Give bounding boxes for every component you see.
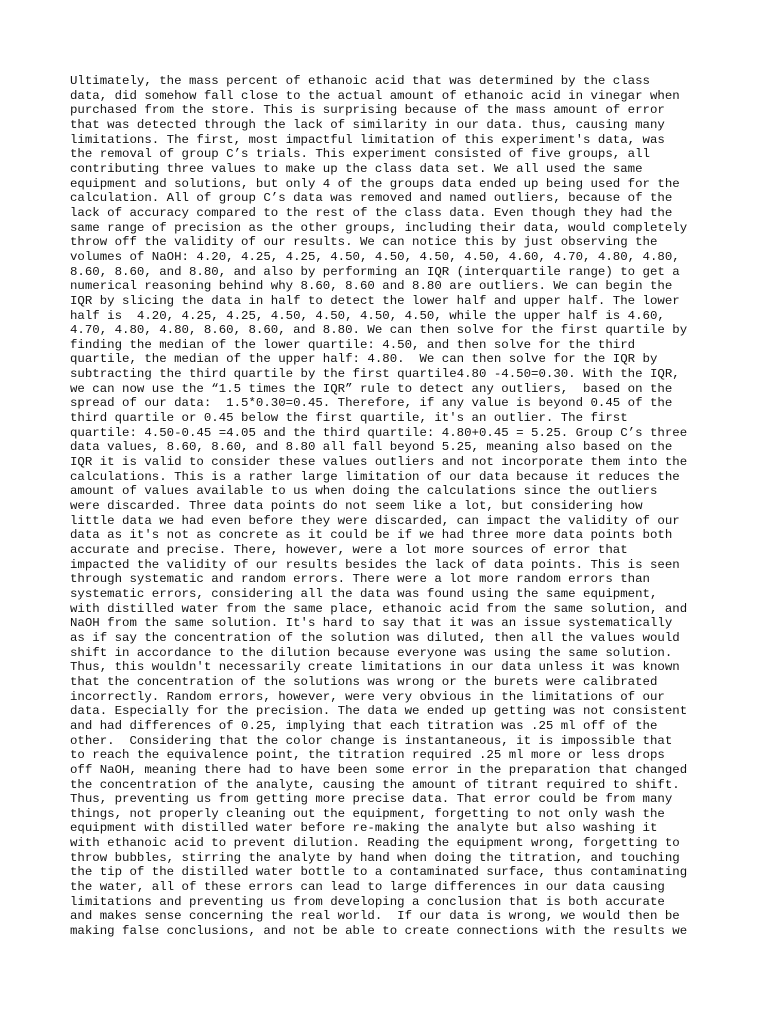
text-line: amount of values available to us when doing the calculations since the outliers	[70, 484, 658, 499]
text-line: we can now use the “1.5 times the IQR” rule to detect any outliers, based on the	[70, 381, 673, 396]
text-line: the tip of the distilled water bottle to a contaminated surface, thus contaminating	[70, 865, 688, 880]
text-line: shift in accordance to the dilution because everyone was using the same solution.	[70, 645, 673, 660]
text-line: accurate and precise. There, however, were a lot more sources of error that	[70, 543, 628, 557]
text-line: third quartile or 0.45 below the first quartile, it's an outlier. The first	[70, 411, 628, 426]
text-line: other. Considering that the color change is instantaneous, it is impossible that	[70, 733, 673, 748]
text-line: half is 4.20, 4.25, 4.25, 4.50, 4.50, 4.50, 4.50, while the upper half is 4.60,	[70, 308, 665, 323]
text-line: same range of precision as the other groups, including their data, would completely	[70, 220, 688, 235]
text-line: off NaOH, meaning there had to have been some error in the preparation that changed	[70, 762, 688, 777]
text-line: subtracting the third quartile by the first quartile4.80 -4.50=0.30. With the IQR,	[70, 367, 680, 382]
text-line: the concentration of the analyte, causing the amount of titrant required to shift.	[70, 777, 680, 792]
text-line: with ethanoic acid to prevent dilution. Reading the equipment wrong, forgetting to	[70, 836, 680, 851]
text-line: spread of our data: 1.5*0.30=0.45. Therefore, if any value is beyond 0.45 of the	[70, 396, 673, 411]
text-line: and had differences of 0.25, implying that each titration was .25 ml off of the	[70, 718, 658, 733]
text-line: as if say the concentration of the solution was diluted, then all the values would	[70, 630, 680, 645]
text-line: IQR by slicing the data in half to detect the lower half and upper half. The lower	[70, 293, 680, 308]
text-line: quartile, the median of the upper half: 4.80. We can then solve for the IQR by	[70, 352, 658, 367]
text-line: the removal of group C’s trials. This experiment consisted of five groups, all	[70, 147, 650, 162]
text-line: NaOH from the same solution. It's hard to say that it was an issue systematically	[70, 616, 673, 631]
text-line: Thus, this wouldn't necessarily create limitations in our data unless it was known	[70, 660, 680, 675]
text-line: calculations. This is a rather large limitation of our data because it reduces the	[70, 469, 680, 484]
text-line: making false conclusions, and not be able to create connections with the results we	[70, 924, 688, 939]
text-line: little data we had even before they were discarded, can impact the validity of our	[70, 513, 680, 528]
text-line: 4.70, 4.80, 4.80, 8.60, 8.60, and 8.80. We can then solve for the first quartile by	[70, 323, 688, 338]
text-line: contributing three values to make up the class data set. We all used the same	[70, 161, 643, 176]
text-line: data. Especially for the precision. The data we ended up getting was not consistent	[70, 704, 688, 719]
text-line: Ultimately, the mass percent of ethanoic acid that was determined by the class	[70, 74, 650, 88]
text-line: incorrectly. Random errors, however, were very obvious in the limitations of our	[70, 689, 665, 704]
text-line: purchased from the store. This is surprising because of the mass amount of error	[70, 103, 665, 118]
text-line: IQR it is valid to consider these values outliers and not incorporate them into the	[70, 455, 688, 470]
text-line: limitations. The first, most impactful limitation of this experiment's data, was	[70, 132, 665, 147]
text-line: Thus, preventing us from getting more precise data. That error could be from many	[70, 792, 673, 807]
text-line: volumes of NaOH: 4.20, 4.25, 4.25, 4.50, 4.50, 4.50, 4.50, 4.60, 4.70, 4.80, 4.80,	[70, 249, 680, 264]
text-line: calculation. All of group C’s data was removed and named outliers, because of the	[70, 191, 673, 206]
text-line: that was detected through the lack of similarity in our data. thus, causing many	[70, 117, 665, 132]
text-line: the water, all of these errors can lead to large differences in our data causing	[70, 880, 665, 895]
text-line: throw bubbles, stirring the analyte by hand when doing the titration, and touching	[70, 850, 680, 865]
text-line: data as it's not as concrete as it could be if we had three more data points both	[70, 528, 673, 543]
text-line: were discarded. Three data points do not seem like a lot, but considering how	[70, 499, 643, 514]
text-line: equipment and solutions, but only 4 of the groups data ended up being used for the	[70, 176, 680, 191]
text-line: throw off the validity of our results. We can notice this by just observing the	[70, 235, 658, 250]
text-line: to reach the equivalence point, the titration required .25 ml more or less drops	[70, 748, 665, 763]
text-line: systematic errors, considering all the data was found using the same equipment,	[70, 586, 658, 601]
text-line: data values, 8.60, 8.60, and 8.80 all fall beyond 5.25, meaning also based on the	[70, 440, 673, 455]
text-line: impacted the validity of our results besides the lack of data points. This is seen	[70, 557, 680, 572]
text-line: finding the median of the lower quartile: 4.50, and then solve for the third	[70, 337, 636, 352]
text-line: that the concentration of the solutions was wrong or the burets were calibrated	[70, 674, 658, 689]
text-line: numerical reasoning behind why 8.60, 8.60 and 8.80 are outliers. We can begin the	[70, 279, 673, 294]
text-line: data, did somehow fall close to the actual amount of ethanoic acid in vinegar when	[70, 88, 680, 103]
text-line: 8.60, 8.60, and 8.80, and also by performing an IQR (interquartile range) to get a	[70, 264, 680, 279]
text-line: through systematic and random errors. There were a lot more random errors than	[70, 572, 650, 587]
text-line: and makes sense concerning the real world. If our data is wrong, we would then be	[70, 909, 680, 924]
text-line: equipment with distilled water before re-making the analyte but also washing it	[70, 821, 658, 836]
text-line: limitations and preventing us from developing a conclusion that is both accurate	[70, 894, 665, 909]
text-line: lack of accuracy compared to the rest of the class data. Even though they had the	[70, 205, 673, 220]
text-line: things, not properly cleaning out the equipment, forgetting to not only wash the	[70, 806, 665, 821]
text-line: quartile: 4.50-0.45 =4.05 and the third quartile: 4.80+0.45 = 5.25. Group C’s three	[70, 425, 688, 440]
body-paragraph	[70, 74, 710, 939]
text-line: with distilled water from the same place, ethanoic acid from the same solution, and	[70, 601, 688, 616]
